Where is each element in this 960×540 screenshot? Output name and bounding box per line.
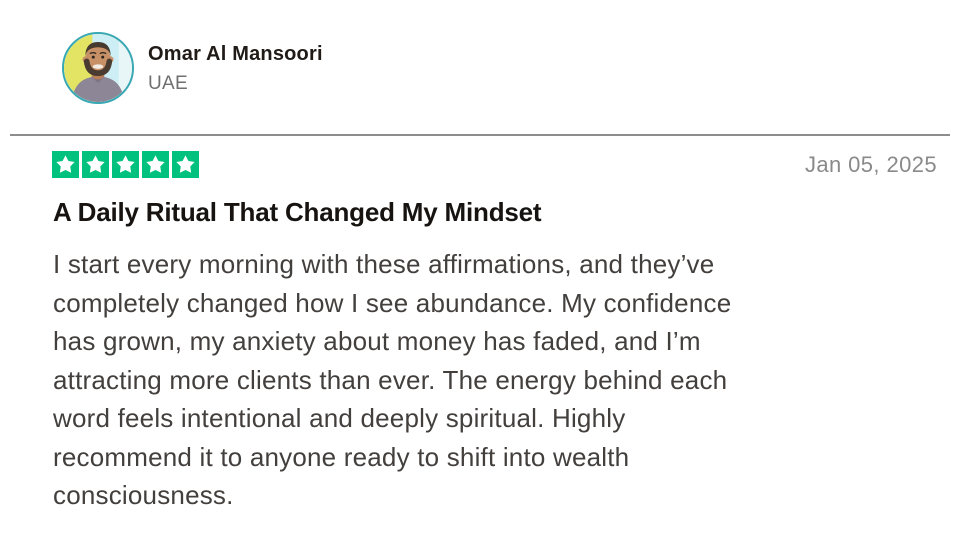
review-body: I start every morning with these affirmations, and they’ve completely changed how I see abundance. My confidence has grown, my anxiety about money has faded, and I’m attracting more clients than ever. The energy behind each word feels intentional and deeply spiritual. Highly recommend it to anyone ready to shift into wealth consciousness. [53,249,732,510]
reviewer-location: UAE [148,73,188,94]
reviewer-header [62,32,323,104]
review-title: A Daily Ritual That Changed My Mindset [53,197,542,227]
star-rating [52,151,199,178]
star-icon [112,151,139,178]
review-date: Jan 05, 2025 [804,151,937,177]
avatar-photo-icon [64,34,132,102]
star-icon [142,151,169,178]
reviewer-name: Omar Al Mansoori [148,43,323,65]
review-meta-row [52,151,937,178]
reviewer-meta [148,32,323,95]
divider [10,134,950,136]
star-icon [82,151,109,178]
star-icon [172,151,199,178]
star-icon [52,151,79,178]
avatar [62,32,134,104]
